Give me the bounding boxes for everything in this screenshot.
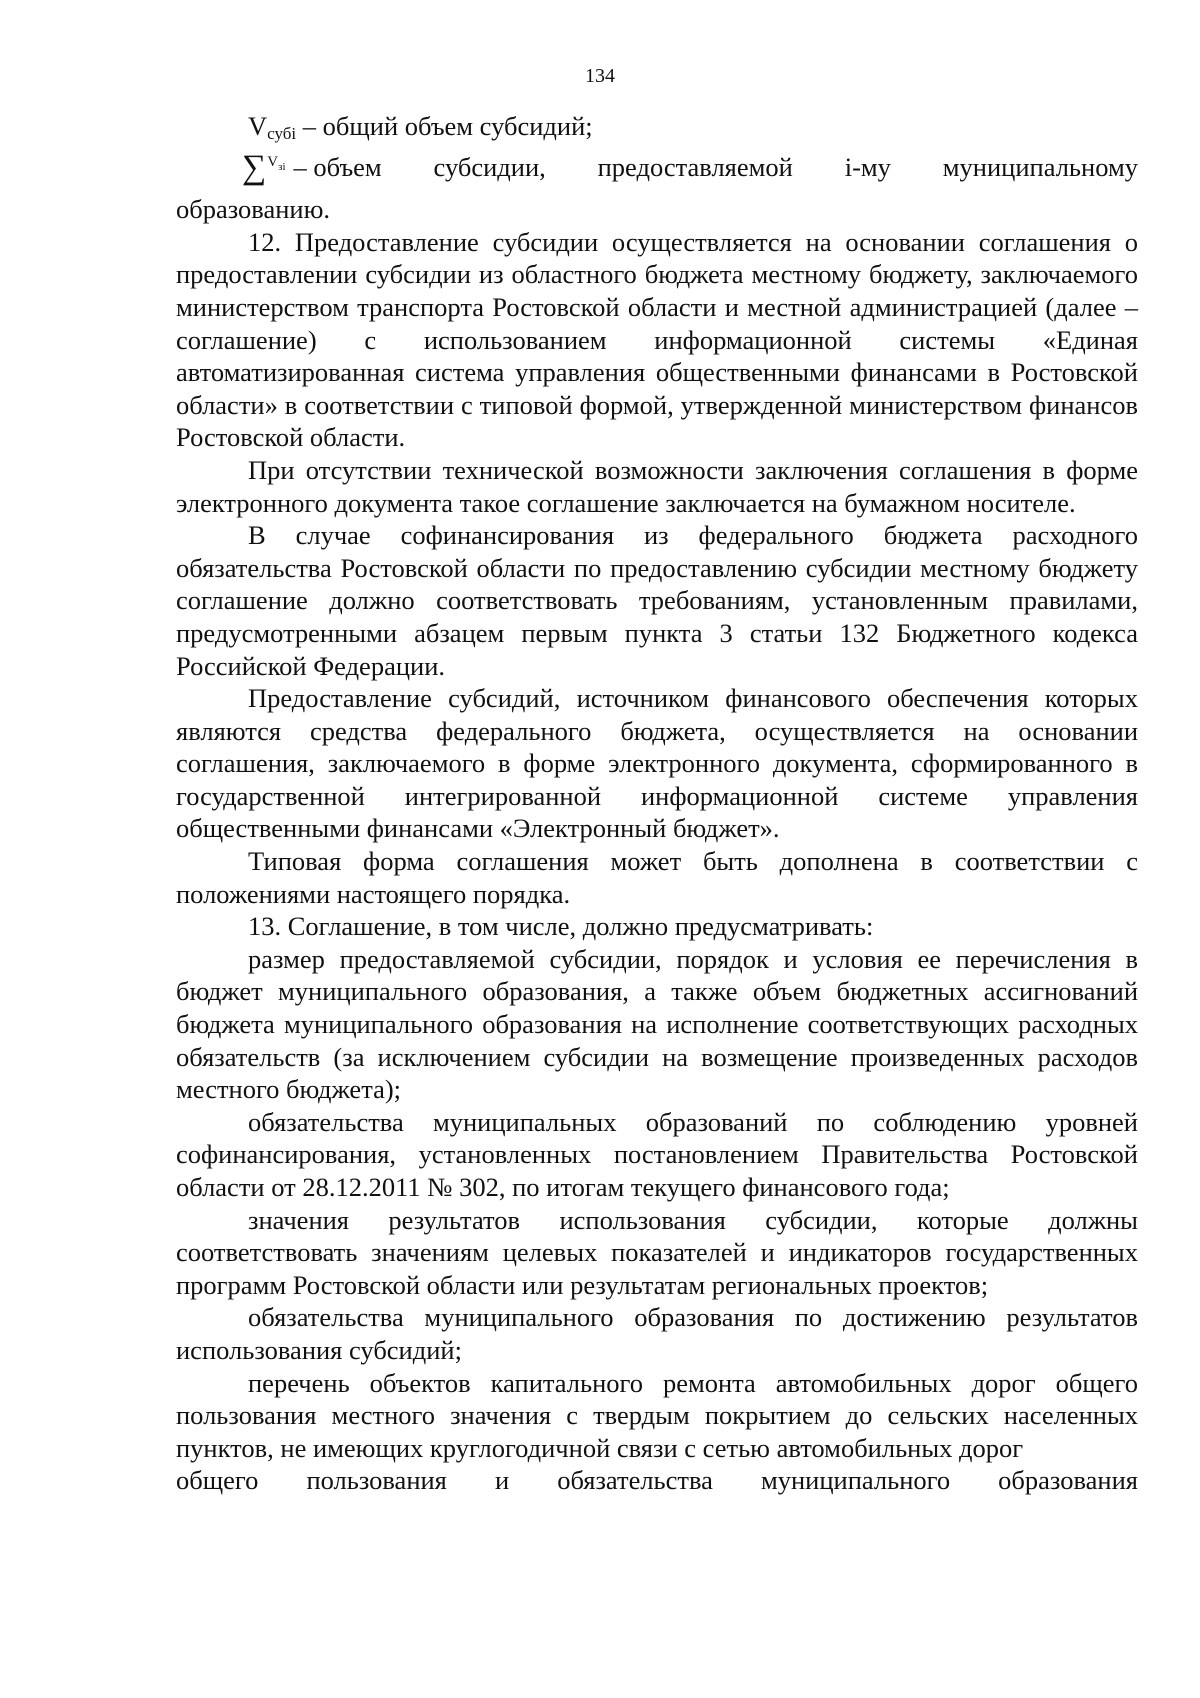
- page-number: 134: [585, 65, 615, 87]
- last-line-word: и: [494, 1465, 510, 1496]
- def1-subscript: субі: [267, 124, 297, 143]
- sum-term: [267, 146, 285, 184]
- definition-subsidy-formula: [176, 148, 1138, 194]
- last-line-word: образования: [998, 1465, 1138, 1496]
- list-item-results: значения результатов использования субсидии, которые должны соответствовать значениям целевых показателей и индикаторов государственных программ Ростовской области или результатам региональных проектов;: [176, 1204, 1138, 1300]
- def2-symbol: V: [267, 153, 279, 170]
- def2-subscript: зі: [278, 160, 286, 173]
- list-item-obligations: обязательства муниципальных образований по соблюдению уровней софинансирования, установленных постановлением Правительства Ростовской области от 28.12.2011 № 302, по итогам текущего финансового года;: [176, 1106, 1138, 1202]
- def2-word: і-му: [844, 151, 891, 182]
- last-line-word: муниципального: [760, 1465, 951, 1496]
- paragraph-federal: Предоставление субсидий, источником финансового обеспечения которых являются средства федерального бюджета, осуществляется на основании соглашения, заключаемого в форме электронного документа, сформированного в государственной интегрированной информационной системе управления общественными финансами «Электронный бюджет».: [176, 683, 1138, 844]
- def2-continuation: образованию.: [176, 194, 331, 225]
- list-item-achievement: обязательства муниципального образования по достижению результатов использования субсидий;: [176, 1302, 1138, 1365]
- paragraph-no-tech: При отсутствии технической возможности заключения соглашения в форме электронного документа такое соглашение заключается на бумажном носителе.: [176, 454, 1138, 518]
- def2-word: субсидии,: [433, 151, 546, 182]
- def2-word: муниципальному: [942, 151, 1138, 182]
- definition-total-subsidy: [176, 110, 1138, 151]
- paragraph-cofinancing: В случае софинансирования из федерального бюджета расходного обязательства Ростовской области по предоставлению субсидии местному бюджету соглашение должно соответствовать требованиям, установленным правилами, предусмотренными абзацем первым пункта 3 статьи 132 Бюджетного кодекса Российской Федерации.: [176, 520, 1138, 681]
- document-body: [176, 110, 1138, 1497]
- paragraph-13: 13. Соглашение, в том числе, должно предусматривать:: [248, 911, 874, 942]
- paragraph-template: Типовая форма соглашения может быть дополнена в соответствии с положениями настоящего порядка.: [176, 846, 1138, 909]
- sum-sigma-icon: ∑: [242, 148, 267, 186]
- list-item-size: размер предоставляемой субсидии, порядок и условия ее перечисления в бюджет муниципального образования, а также объем бюджетных ассигнований бюджета муниципального образования на исполнение соответствующих расходных обязательств (за исключением субсидии на возмещение произведенных расходов местного бюджета);: [176, 943, 1138, 1105]
- def2-words: [294, 151, 1139, 184]
- def1-symbol: V: [248, 111, 268, 141]
- def2-word: предоставляемой: [597, 151, 793, 182]
- last-line-word: пользования: [306, 1465, 447, 1496]
- list-item-objects: перечень объектов капитального ремонта автомобильных дорог общего пользования местного значения с твердым покрытием до сельских населенных пунктов, не имеющих круглогодичной связи с сетью автомобильных дорог: [176, 1367, 1138, 1463]
- def1-text: – общий объем субсидий;: [296, 111, 593, 141]
- last-line: [176, 1464, 1138, 1497]
- last-line-word: общего: [176, 1465, 259, 1496]
- last-line-word: обязательства: [557, 1465, 713, 1496]
- paragraph-12: 12. Предоставление субсидии осуществляется на основании соглашения о предоставлении субсидии из областного бюджета местному бюджету, заключаемого министерством транспорта Ростовской области и местной администрацией (далее – соглашение) с использованием информационной системы «Единая автоматизированная система управления общественными финансами в Ростовской области» в соответствии с типовой формой, утвержденной министерством финансов Ростовской области.: [176, 226, 1138, 453]
- def2-word: – объем: [293, 151, 382, 182]
